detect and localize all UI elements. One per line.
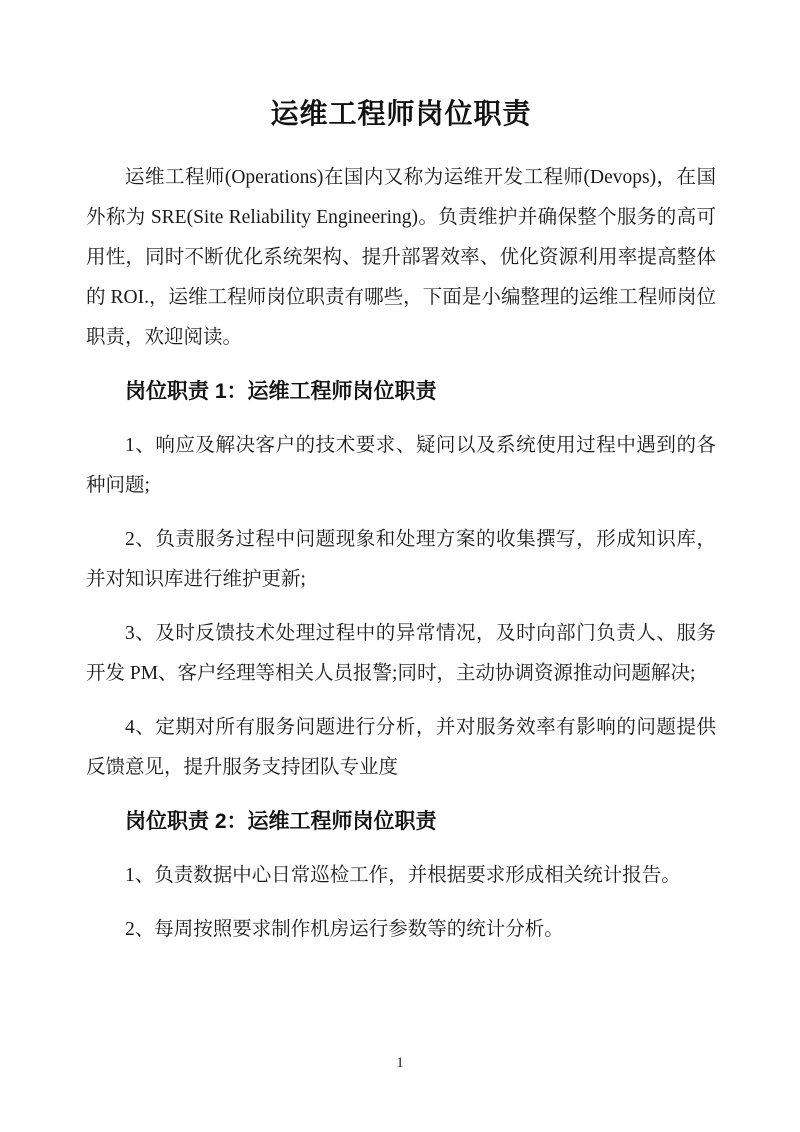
- page-number: 1: [396, 1055, 404, 1071]
- section-1-item-4: 4、定期对所有服务问题进行分析，并对服务效率有影响的问题提供反馈意见，提升服务支持团队专业度: [86, 717, 716, 778]
- section-2-item-1: 1、负责数据中心日常巡检工作，并根据要求形成相关统计报告。: [125, 865, 681, 886]
- section-2-item-2: 2、每周按照要求制作机房运行参数等的统计分析。: [125, 919, 564, 940]
- section-2-heading: 岗位职责 2：运维工程师岗位职责: [125, 810, 437, 833]
- section-1-item-3: 3、及时反馈技术处理过程中的异常情况，及时向部门负责人、服务开发 PM、客户经理等相关人员报警;同时，主动协调资源推动问题解决;: [86, 623, 716, 684]
- section-1-heading: 岗位职责 1：运维工程师岗位职责: [125, 380, 437, 403]
- page-title: 运维工程师岗位职责: [270, 98, 532, 129]
- intro-paragraph: 运维工程师(Operations)在国内又称为运维开发工程师(Devops)，在国外称为 SRE(Site Reliability Engineering)。负责维护并确保整个服务的高可用性，同时不断优化系统架构、提升部署效率、优化资源利用率提高整体的 ROI.，运维工程师岗位职责有哪些，下面是小编整理的运维工程师岗位职责，欢迎阅读。: [86, 167, 716, 348]
- document-body: [86, 0, 716, 964]
- section-1-item-2: 2、负责服务过程中问题现象和处理方案的收集撰写，形成知识库，并对知识库进行维护更新;: [86, 529, 716, 590]
- section-1-item-1: 1、响应及解决客户的技术要求、疑问以及系统使用过程中遇到的各种问题;: [86, 435, 716, 496]
